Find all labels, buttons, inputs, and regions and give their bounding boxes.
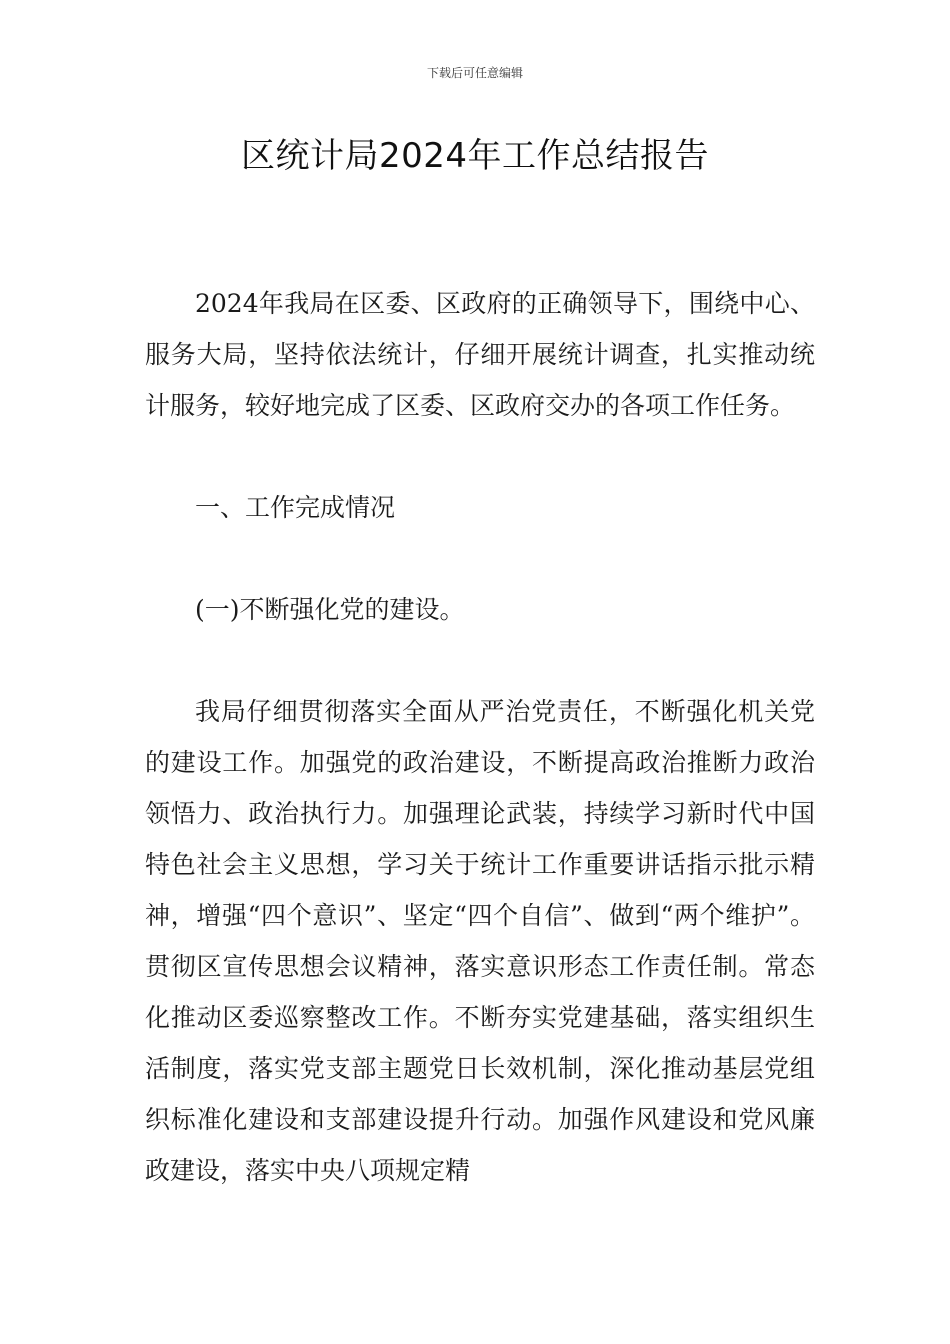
intro-paragraph: 2024年我局在区委、区政府的正确领导下，围绕中心、服务大局，坚持依法统计，仔细开展统计调查，扎实推动统计服务，较好地完成了区委、区政府交办的各项工作任务。 <box>145 289 815 420</box>
body-paragraph: 我局仔细贯彻落实全面从严治党责任，不断强化机关党的建设工作。加强党的政治建设，不断提高政治推断力政治领悟力、政治执行力。加强理论武装，持续学习新时代中国特色社会主义思想，学习关于统计工作重要讲话指示批示精神，增强“四个意识”、坚定“四个自信”、做到“两个维护”。贯彻区宣传思想会议精神，落实意识形态工作责任制。常态化推动区委巡察整改工作。不断夯实党建基础，落实组织生活制度，落实党支部主题党日长效机制，深化推动基层党组织标准化建设和支部建设提升行动。加强作风建设和党风廉政建设，落实中央八项规定精 <box>145 697 815 1185</box>
document-title: 区统计局2024年工作总结报告 <box>240 136 710 176</box>
subsection-heading: (一)不断强化党的建设。 <box>195 595 465 624</box>
page-header-note: 下载后可任意编辑 <box>426 66 523 80</box>
section-heading: 一、工作完成情况 <box>195 493 396 522</box>
paragraph-gap <box>145 533 815 584</box>
document-body <box>145 278 815 1196</box>
paragraph-gap <box>145 635 815 686</box>
paragraph-gap <box>145 431 815 482</box>
